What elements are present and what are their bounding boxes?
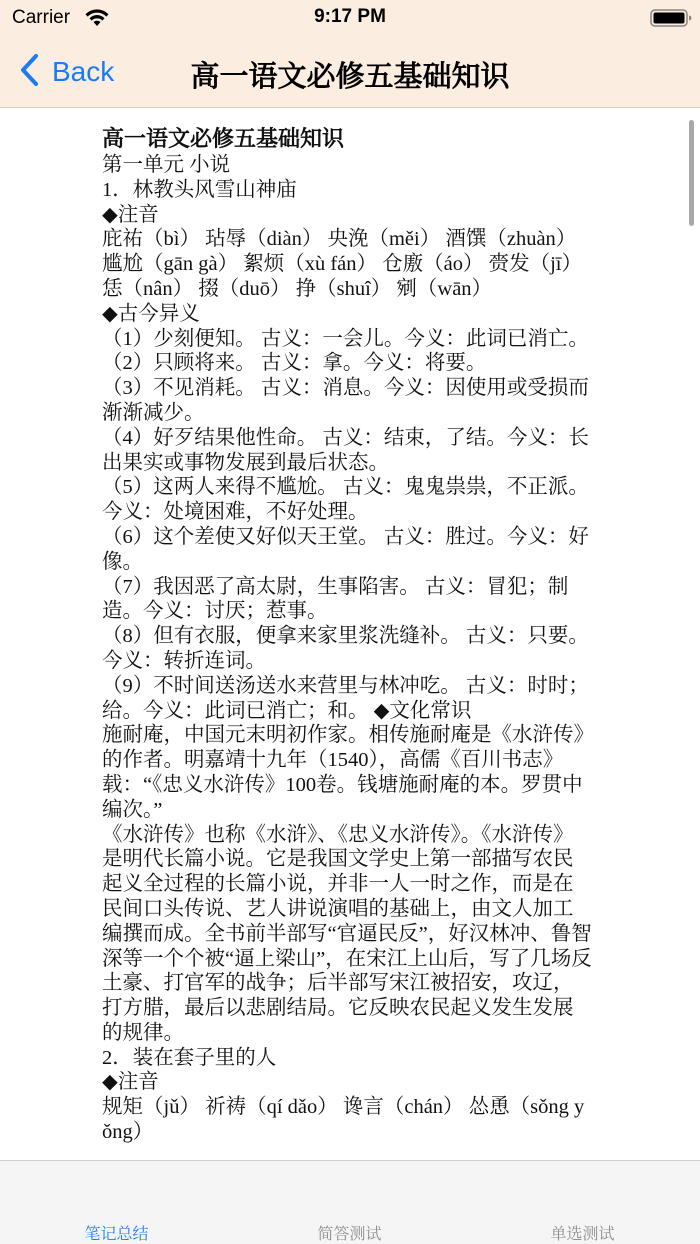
- carrier-label: Carrier: [12, 7, 71, 28]
- lesson-heading: 2．装在套子里的人: [102, 1046, 277, 1069]
- culture-paragraph: 《水浒传》也称《水浒》、《忠义水浒传》。《水浒传》是明代长篇小说。它是我国文学史上第一部描写农民起义全过程的长篇小说，并非一人一时之作，而是在民间口头传说、艺人讲说演唱的基础上，由文人加工编撰而成。全书前半部写“官逼民反”，好汉林冲、鲁智深等一个个被“逼上梁山”，在宋江上山后，写了几场反土豪、打官军的战争；后半部写宋江被招安，攻辽，打方腊，最后以悲剧结局。它反映农民起义发生发展的规律。: [102, 823, 592, 1044]
- ancient-modern-item: （4）好歹结果他性命。 古义：结束，了结。今义：长出果实或事物发展到最后状态。: [102, 426, 589, 474]
- section-heading-ancient-modern: ◆古今异义: [102, 302, 200, 325]
- pronunciation-list: 规矩（jǔ） 祈祷（qí dǎo） 谗言（chán） 怂恿（sǒng yǒng）: [102, 1096, 585, 1144]
- ancient-modern-item: （8）但有衣服，便拿来家里浆洗缝补。 古义：只要。今义：转折连词。: [102, 625, 589, 672]
- status-time: 9:17 PM: [314, 6, 386, 27]
- unit-heading: 第一单元 小说: [102, 154, 231, 176]
- vertical-scrollbar[interactable]: [689, 120, 694, 226]
- ancient-modern-item: （3）不见消耗。 古义：消息。今义：因使用或受损而渐渐减少。: [102, 377, 589, 424]
- culture-paragraph: 施耐庵，中国元末明初作家。相传施耐庵是《水浒传》的作者。明嘉靖十九年（1540），高儒《百川书志》载：“《忠义水浒传》100卷。钱塘施耐庵的本。罗贯中编次。”: [102, 724, 584, 821]
- pronunciation-list: 庇祐（bì） 玷辱（diàn） 央浼（měi） 酒馔（zhuàn） 尴尬（gān gà） 絮烦（xù fán） 仓廒（áo） 赍发（jī） 恁（nân） 掇（duō） 挣（shuî） 剜（wān）: [102, 228, 582, 300]
- tab-short-answer-test[interactable]: 简答测试: [317, 1226, 382, 1243]
- ancient-modern-item: （6）这个差使又好似天王堂。 古义：胜过。今义：好像。: [102, 525, 589, 573]
- lesson-heading: 1．林教头风雪山神庙: [102, 178, 297, 201]
- status-bar: [0, 0, 700, 36]
- battery-full-icon: [650, 9, 692, 27]
- navigation-bar: [0, 36, 700, 108]
- page-title: 高一语文必修五基础知识: [190, 61, 510, 93]
- document-body: [102, 125, 592, 1145]
- ancient-modern-item: （1）少刻便知。 古义：一会儿。今义：此词已消亡。: [102, 327, 589, 350]
- ancient-modern-item: （5）这两人来得不尴尬。 古义：鬼鬼祟祟，不正派。今义：处境困难，不好处理。: [102, 476, 589, 524]
- ancient-modern-item: （9）不时间送汤送水来营里与林冲吃。 古义：时时；给。今义：此词已消亡；和。 ◆文化常识: [102, 674, 589, 722]
- document-title: 高一语文必修五基础知识: [102, 126, 345, 151]
- section-heading-pronunciation: ◆注音: [102, 203, 159, 226]
- back-label: Back: [52, 56, 115, 87]
- tab-bar: [0, 1160, 700, 1244]
- top-bar: [0, 0, 700, 108]
- section-heading-pronunciation: ◆注音: [102, 1071, 159, 1094]
- ancient-modern-item: （7）我因恶了高太尉，生事陷害。 古义：冒犯；制造。今义：讨厌；惹事。: [102, 575, 569, 623]
- ancient-modern-item: （2）只顾将来。 古义：拿。今义：将要。: [102, 352, 487, 375]
- tab-single-choice-test[interactable]: 单选测试: [550, 1226, 615, 1243]
- tab-notes-summary[interactable]: 笔记总结: [84, 1226, 149, 1243]
- document-scroll-view[interactable]: [0, 109, 700, 1160]
